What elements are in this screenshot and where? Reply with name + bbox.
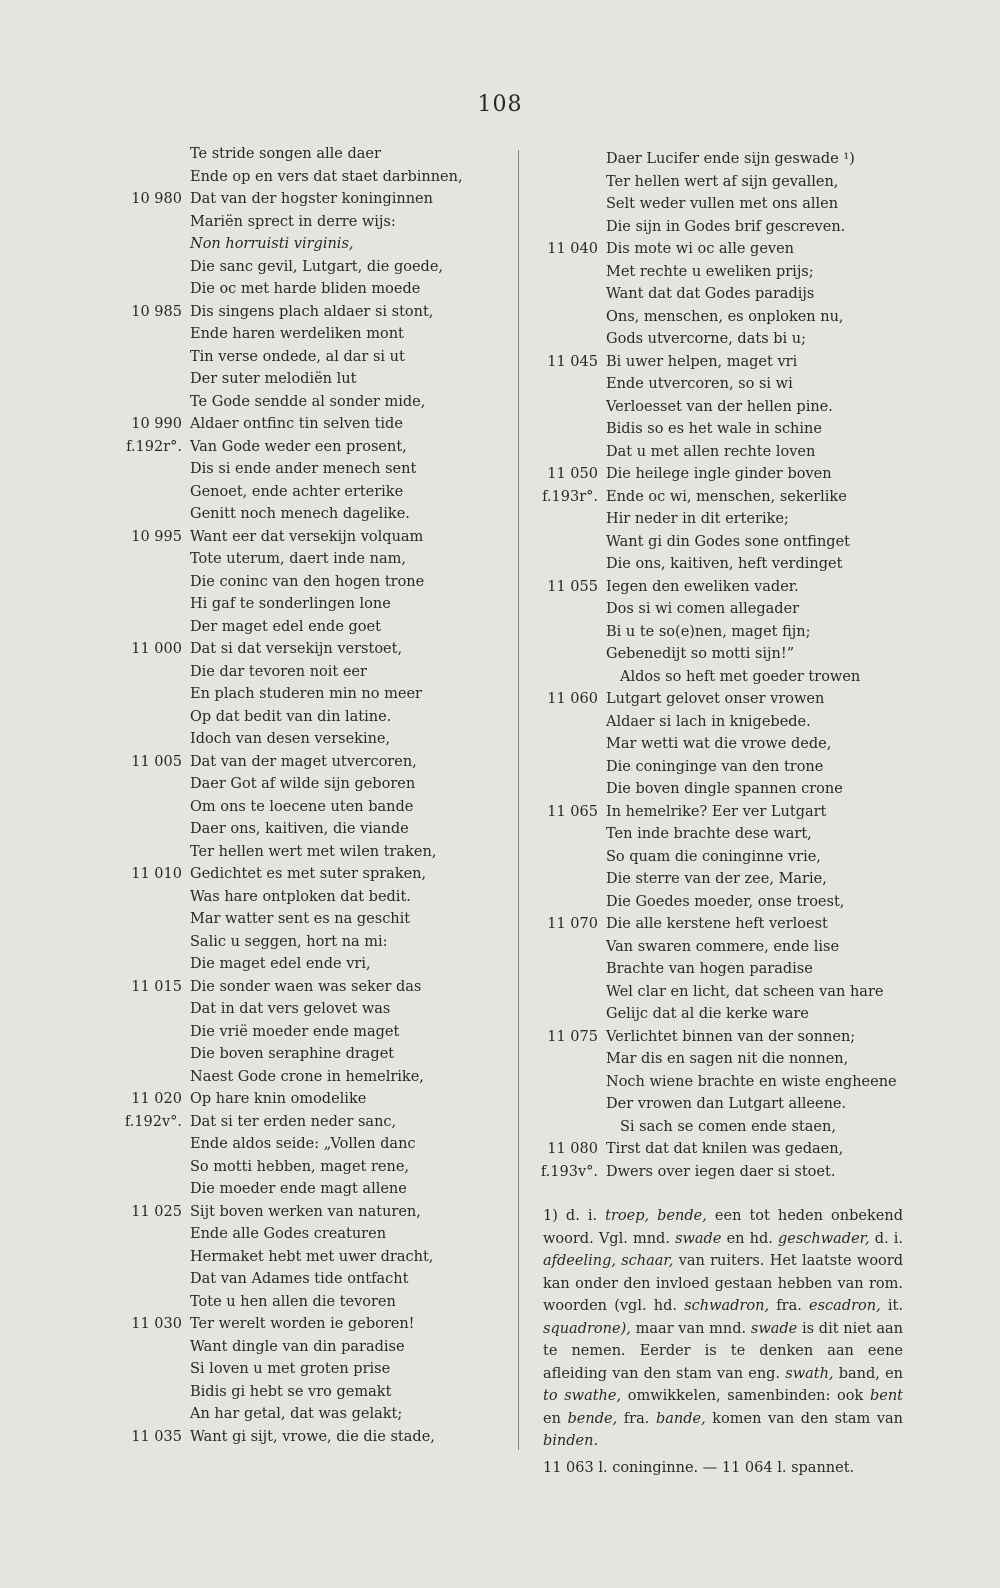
line-number: 10 995 — [131, 528, 182, 545]
footnote-italic-term: troep, bende, — [605, 1208, 707, 1224]
line-number: f.192v°. — [124, 1113, 182, 1130]
verse-line — [110, 1133, 450, 1156]
footnote-italic-term: escadron, — [809, 1298, 881, 1314]
verse-text: Die Goedes moeder, onse troest, — [606, 893, 845, 910]
verse-text: Die sonder waen was seker das — [190, 978, 422, 995]
verse-line — [110, 548, 450, 571]
verse-text: Dat in dat vers gelovet was — [190, 1001, 391, 1017]
footnote-segment: band, en — [833, 1365, 903, 1382]
verse-text: Genoet, ende achter erterike — [190, 483, 404, 500]
line-number: f.192r°. — [126, 438, 182, 455]
verse-text: Die sanc gevil, Lutgart, die goede, — [190, 258, 444, 275]
verse-text: Idoch van desen versekine, — [190, 731, 391, 747]
verse-text: Te stride songen alle daer — [190, 146, 381, 162]
verse-line — [110, 1201, 450, 1224]
line-number: 11 020 — [131, 1091, 182, 1107]
verse-line — [110, 1246, 450, 1269]
verse-text: Dos si wi comen allegader — [606, 601, 800, 617]
footnote-segment: is dit niet aan te nemen. Eerder is te denken aan eene afleiding van den stam van eng. — [543, 1320, 903, 1382]
verse-text: Selt weder vullen met ons allen — [606, 196, 839, 212]
verse-text: Ende alle Godes creaturen — [190, 1226, 387, 1242]
verse-text: Wel clar en licht, dat scheen van hare — [606, 983, 884, 1000]
verse-line — [533, 846, 913, 869]
verse-text: Die oc met harde bliden moede — [190, 281, 421, 297]
footnote-italic-term: swade — [675, 1230, 722, 1247]
line-number: 11 045 — [547, 353, 598, 370]
footnote-segment: it. — [880, 1298, 903, 1314]
footnote-references: 11 063 l. coninginne. — 11 064 l. spannet. — [543, 1459, 855, 1476]
verse-text: Dwers over iegen daer si stoet. — [606, 1163, 836, 1180]
footnote-segment: fra. — [617, 1410, 656, 1427]
verse-text: Non horruisti virginis, — [190, 236, 354, 252]
verse-text: Daer ons, kaitiven, die viande — [190, 821, 409, 837]
verse-text: Om ons te loecene uten bande — [190, 798, 414, 815]
line-number: 11 070 — [547, 916, 598, 932]
verse-line — [533, 463, 913, 486]
footnote-italic-term: schwadron, — [684, 1298, 770, 1314]
verse-line — [110, 796, 450, 819]
page-number: 108 — [477, 92, 523, 117]
footnote-segment: 1) d. i. — [543, 1208, 606, 1224]
footnote-segment: komen van den stam van — [705, 1410, 904, 1427]
verse-text: Dat si dat versekijn verstoet, — [190, 641, 403, 657]
verse-line — [533, 643, 913, 666]
verse-text: Brachte van hogen paradise — [606, 961, 813, 977]
verse-text: Mar wetti wat die vrowe dede, — [606, 736, 832, 752]
verse-line — [110, 818, 450, 841]
verse-line — [110, 1178, 450, 1201]
verse-line — [533, 148, 913, 171]
verse-text: Lutgart gelovet onser vrowen — [606, 691, 825, 707]
verse-line — [110, 301, 450, 324]
verse-line — [533, 1116, 913, 1139]
footnote-italic-term: to swathe, — [543, 1388, 622, 1404]
verse-text: So quam die coninginne vrie, — [606, 848, 821, 865]
verse-line — [533, 576, 913, 599]
verse-text: So motti hebben, maget rene, — [190, 1158, 410, 1175]
footnote-italic-term: geschwader, — [777, 1230, 870, 1247]
verse-line — [110, 728, 450, 751]
verse-text: En plach studeren min no meer — [190, 686, 422, 702]
verse-text: Van swaren commere, ende lise — [606, 938, 840, 955]
verse-line — [533, 711, 913, 734]
right-verse-column — [533, 148, 913, 1183]
verse-text: Die maget edel ende vri, — [190, 956, 371, 972]
verse-line — [110, 661, 450, 684]
verse-text: Sijt boven werken van naturen, — [190, 1203, 421, 1220]
line-number: 11 080 — [547, 1141, 598, 1157]
verse-line — [533, 891, 913, 914]
verse-line — [533, 778, 913, 801]
verse-line — [533, 1161, 913, 1184]
verse-text: Die dar tevoren noit eer — [190, 663, 367, 680]
verse-line — [110, 1156, 450, 1179]
verse-line — [110, 683, 450, 706]
verse-text: Mar watter sent es na geschit — [190, 911, 411, 927]
verse-text: Ons, menschen, es onploken nu, — [606, 308, 844, 325]
verse-text: Verloesset van der hellen pine. — [606, 398, 833, 415]
verse-line — [110, 143, 450, 166]
verse-line — [110, 458, 450, 481]
footnote-segment: fra. — [769, 1298, 810, 1314]
verse-text: Die coninginge van den trone — [606, 758, 824, 775]
verse-text: Ter hellen wert met wilen traken, — [190, 843, 437, 860]
verse-line — [533, 283, 913, 306]
verse-text: Ter hellen wert af sijn gevallen, — [606, 173, 839, 190]
verse-line — [533, 666, 913, 689]
line-number: 11 015 — [131, 978, 182, 995]
verse-line — [110, 436, 450, 459]
verse-line — [110, 211, 450, 234]
verse-line — [110, 503, 450, 526]
verse-line — [533, 193, 913, 216]
column-divider — [518, 150, 519, 1450]
verse-line — [110, 1358, 450, 1381]
footnote-italic-term: swade — [750, 1320, 798, 1337]
verse-text: Bi u te so(e)nen, maget fijn; — [606, 623, 811, 640]
line-number: 11 025 — [131, 1203, 182, 1220]
verse-text: Die alle kerstene heft verloest — [606, 916, 828, 932]
verse-line — [533, 553, 913, 576]
verse-line — [110, 1313, 450, 1336]
verse-text: Bi uwer helpen, maget vri — [606, 353, 798, 370]
verse-text: Die heilege ingle ginder boven — [606, 466, 832, 482]
line-number: 11 050 — [547, 466, 598, 482]
verse-text: In hemelrike? Eer ver Lutgart — [606, 803, 827, 820]
verse-text: Dis singens plach aldaer si stont, — [190, 303, 434, 320]
verse-line — [533, 981, 913, 1004]
verse-text: Salic u seggen, hort na mi: — [190, 933, 388, 950]
verse-text: Aldaer si lach in knigebede. — [606, 713, 811, 730]
verse-text: Gods utvercorne, dats bi u; — [606, 331, 806, 347]
verse-text: Gelijc dat al die kerke ware — [606, 1006, 809, 1022]
verse-line — [533, 261, 913, 284]
verse-line — [110, 1066, 450, 1089]
verse-text: Tirst dat dat knilen was gedaen, — [606, 1141, 844, 1157]
verse-text: Mar dis en sagen nit die nonnen, — [606, 1051, 849, 1067]
footnote-italic-term: bent — [869, 1388, 903, 1404]
verse-text: Hi gaf te sonderlingen lone — [190, 596, 391, 612]
verse-text: Die sijn in Godes brif gescreven. — [606, 218, 846, 235]
verse-line — [533, 486, 913, 509]
verse-line — [110, 481, 450, 504]
verse-line — [533, 351, 913, 374]
verse-text: Op dat bedit van din latine. — [190, 708, 392, 725]
verse-text: Daer Got af wilde sijn geboren — [190, 776, 416, 792]
verse-line — [110, 1291, 450, 1314]
verse-line — [110, 1381, 450, 1404]
verse-text: Mariën sprect in derre wijs: — [190, 213, 396, 230]
verse-line — [533, 958, 913, 981]
line-number: 10 980 — [131, 191, 182, 207]
verse-line — [110, 863, 450, 886]
verse-line — [110, 323, 450, 346]
verse-line — [533, 1138, 913, 1161]
verse-text: Dat u met allen rechte loven — [606, 443, 816, 460]
verse-line — [110, 1043, 450, 1066]
verse-text: Ende op en vers dat staet darbinnen, — [190, 168, 463, 185]
footnote-italic-term: binden. — [543, 1433, 599, 1449]
verse-text: Ende aldos seide: „Vollen danc — [190, 1136, 416, 1152]
verse-line — [533, 328, 913, 351]
verse-line — [533, 1048, 913, 1071]
footnote-segment: d. i. — [869, 1230, 904, 1247]
verse-text: Bidis gi hebt se vro gemakt — [190, 1383, 392, 1400]
verse-line — [110, 751, 450, 774]
line-number: 11 035 — [131, 1428, 182, 1445]
verse-line — [533, 913, 913, 936]
verse-line — [533, 1093, 913, 1116]
line-number: 11 055 — [547, 578, 598, 595]
footnote-segment: en hd. — [721, 1230, 778, 1247]
line-number: 10 985 — [131, 303, 182, 320]
verse-line — [110, 1268, 450, 1291]
verse-line — [110, 368, 450, 391]
verse-text: Noch wiene brachte en wiste engheene — [606, 1073, 897, 1090]
verse-line — [533, 216, 913, 239]
verse-line — [533, 1071, 913, 1094]
verse-line — [110, 1426, 450, 1449]
verse-line — [110, 1088, 450, 1111]
verse-text: Tote uterum, daert inde nam, — [190, 551, 406, 567]
verse-line — [110, 1223, 450, 1246]
verse-line — [110, 233, 450, 256]
footnote-italic-term: squadrone), — [543, 1320, 631, 1337]
verse-text: Si sach se comen ende staen, — [620, 1118, 836, 1135]
verse-line — [533, 418, 913, 441]
verse-text: An har getal, dat was gelakt; — [190, 1406, 403, 1422]
verse-line — [110, 526, 450, 549]
footnote-text — [543, 1205, 903, 1453]
verse-line — [533, 306, 913, 329]
verse-line — [110, 998, 450, 1021]
verse-text: Die ons, kaitiven, heft verdinget — [606, 556, 843, 572]
verse-line — [110, 616, 450, 639]
verse-line — [533, 936, 913, 959]
verse-text: Ende haren werdeliken mont — [190, 326, 404, 342]
verse-line — [110, 166, 463, 189]
verse-text: Want gi din Godes sone ontfinget — [606, 533, 850, 550]
verse-line — [110, 773, 450, 796]
verse-line — [110, 278, 450, 301]
verse-text: Der suter melodiën lut — [190, 371, 357, 387]
verse-text: Met rechte u eweliken prijs; — [606, 263, 814, 280]
footnotes — [543, 1205, 903, 1479]
verse-line — [110, 256, 450, 279]
verse-text: Dat van der hogster koninginnen — [190, 191, 433, 207]
verse-line — [533, 756, 913, 779]
verse-text: Te Gode sendde al sonder mide, — [190, 393, 426, 410]
verse-text: Want eer dat versekijn volquam — [190, 528, 424, 545]
verse-line — [533, 868, 913, 891]
verse-text: Tote u hen allen die tevoren — [190, 1293, 396, 1310]
verse-text: Verlichtet binnen van der sonnen; — [606, 1028, 856, 1045]
verse-text: Hir neder in dit erterike; — [606, 511, 789, 527]
verse-line — [110, 841, 450, 864]
footnote-segment: en — [543, 1410, 568, 1427]
verse-text: Die sterre van der zee, Marie, — [606, 871, 827, 887]
verse-text: Gebenedijt so motti sijn!” — [606, 646, 795, 662]
verse-line — [110, 976, 450, 999]
verse-line — [533, 598, 913, 621]
verse-text: Bidis so es het wale in schine — [606, 421, 822, 437]
line-number: 11 075 — [547, 1028, 598, 1045]
verse-line — [533, 1003, 913, 1026]
verse-text: Tin verse ondede, al dar si ut — [190, 348, 405, 365]
verse-text: Dat si ter erden neder sanc, — [190, 1113, 397, 1130]
verse-line — [533, 373, 913, 396]
footnote-segment: een tot heden onbekend woord. Vgl. mnd. — [543, 1208, 903, 1247]
verse-text: Ten inde brachte dese wart, — [606, 826, 812, 842]
line-number: 11 005 — [131, 753, 182, 770]
verse-line — [533, 171, 913, 194]
verse-line — [533, 801, 913, 824]
verse-text: Der vrowen dan Lutgart alleene. — [606, 1096, 847, 1112]
footnote-segment: maar van mnd. — [630, 1320, 751, 1337]
verse-text: Die boven seraphine draget — [190, 1046, 395, 1062]
verse-line — [110, 706, 450, 729]
line-number: 11 000 — [131, 641, 182, 657]
verse-line — [110, 886, 450, 909]
footnote-italic-term: swath, — [785, 1365, 834, 1382]
line-number: 11 065 — [547, 803, 598, 820]
verse-text: Want dat dat Godes paradijs — [606, 286, 815, 302]
verse-text: Die coninc van den hogen trone — [190, 573, 425, 590]
verse-line — [110, 391, 450, 414]
verse-line — [110, 1021, 450, 1044]
verse-line — [533, 508, 913, 531]
line-number: f.193v°. — [540, 1163, 598, 1180]
verse-text: Iegen den eweliken vader. — [606, 578, 799, 595]
verse-text: Hermaket hebt met uwer dracht, — [190, 1248, 434, 1265]
footnote-segment: van ruiters. Het laatste woord kan onder den invloed gestaan hebben van rom. woorden (vgl. hd. — [543, 1253, 903, 1314]
verse-line — [110, 1336, 450, 1359]
verse-line — [110, 188, 450, 211]
verse-line — [533, 441, 913, 464]
verse-line — [110, 1403, 450, 1426]
verse-line — [110, 931, 450, 954]
verse-line — [110, 593, 450, 616]
footnote-segment: omwikkelen, samenbinden: ook — [621, 1388, 870, 1404]
verse-line — [110, 571, 450, 594]
verse-text: Der maget edel ende goet — [190, 618, 381, 635]
verse-text: Daer Lucifer ende sijn geswade ¹) — [606, 151, 855, 167]
verse-text: Genitt noch menech dagelike. — [190, 506, 410, 522]
verse-text: Ter werelt worden ie geboren! — [190, 1316, 415, 1332]
verse-text: Ende utvercoren, so si wi — [606, 376, 793, 392]
verse-line — [533, 396, 913, 419]
verse-line — [533, 823, 913, 846]
verse-line — [110, 346, 450, 369]
verse-text: Was hare ontploken dat bedit. — [190, 888, 411, 905]
verse-line — [110, 908, 450, 931]
line-number: 11 030 — [131, 1316, 182, 1332]
line-number: f.193r°. — [542, 488, 598, 505]
verse-text: Die moeder ende magt allene — [190, 1181, 407, 1197]
verse-line — [533, 621, 913, 644]
verse-line — [533, 688, 913, 711]
verse-line — [110, 638, 450, 661]
verse-line — [533, 238, 913, 261]
verse-text: Ende oc wi, menschen, sekerlike — [606, 488, 847, 505]
line-number: 11 010 — [131, 866, 182, 882]
line-number: 11 040 — [547, 241, 598, 257]
verse-text: Want dingle van din paradise — [190, 1338, 405, 1355]
footnote-italic-term: afdeeling, schaar, — [543, 1253, 674, 1269]
verse-text: Die vriё moeder ende maget — [190, 1023, 400, 1040]
footnote-italic-term: bande, — [655, 1410, 706, 1427]
verse-text: Want gi sijt, vrowe, die die stade, — [190, 1428, 435, 1445]
verse-text: Aldaer ontfinc tin selven tide — [190, 416, 403, 432]
verse-text: Si loven u met groten prise — [190, 1361, 391, 1377]
verse-text: Die boven dingle spannen crone — [606, 781, 843, 797]
verse-text: Dis si ende ander menech sent — [190, 461, 417, 477]
verse-line — [533, 531, 913, 554]
verse-text: Aldos so heft met goeder trowen — [620, 668, 861, 685]
verse-text: Dat van der maget utvercoren, — [190, 753, 417, 770]
line-number: 11 060 — [547, 691, 598, 707]
verse-text: Naest Gode crone in hemelrike, — [190, 1068, 424, 1085]
line-number: 10 990 — [131, 416, 182, 432]
left-verse-column — [110, 143, 463, 1448]
verse-text: Dat van Adames tide ontfacht — [190, 1271, 409, 1287]
verse-line — [110, 413, 450, 436]
verse-line — [110, 953, 450, 976]
verse-text: Van Gode weder een prosent, — [190, 438, 407, 455]
footnote-italic-term: bende, — [567, 1410, 618, 1427]
verse-text: Op hare knin omodelike — [190, 1091, 367, 1107]
verse-line — [533, 1026, 913, 1049]
verse-text: Dis mote wi oc alle geven — [606, 241, 795, 257]
verse-line — [533, 733, 913, 756]
verse-text: Gedichtet es met suter spraken, — [190, 866, 427, 882]
verse-line — [110, 1111, 450, 1134]
